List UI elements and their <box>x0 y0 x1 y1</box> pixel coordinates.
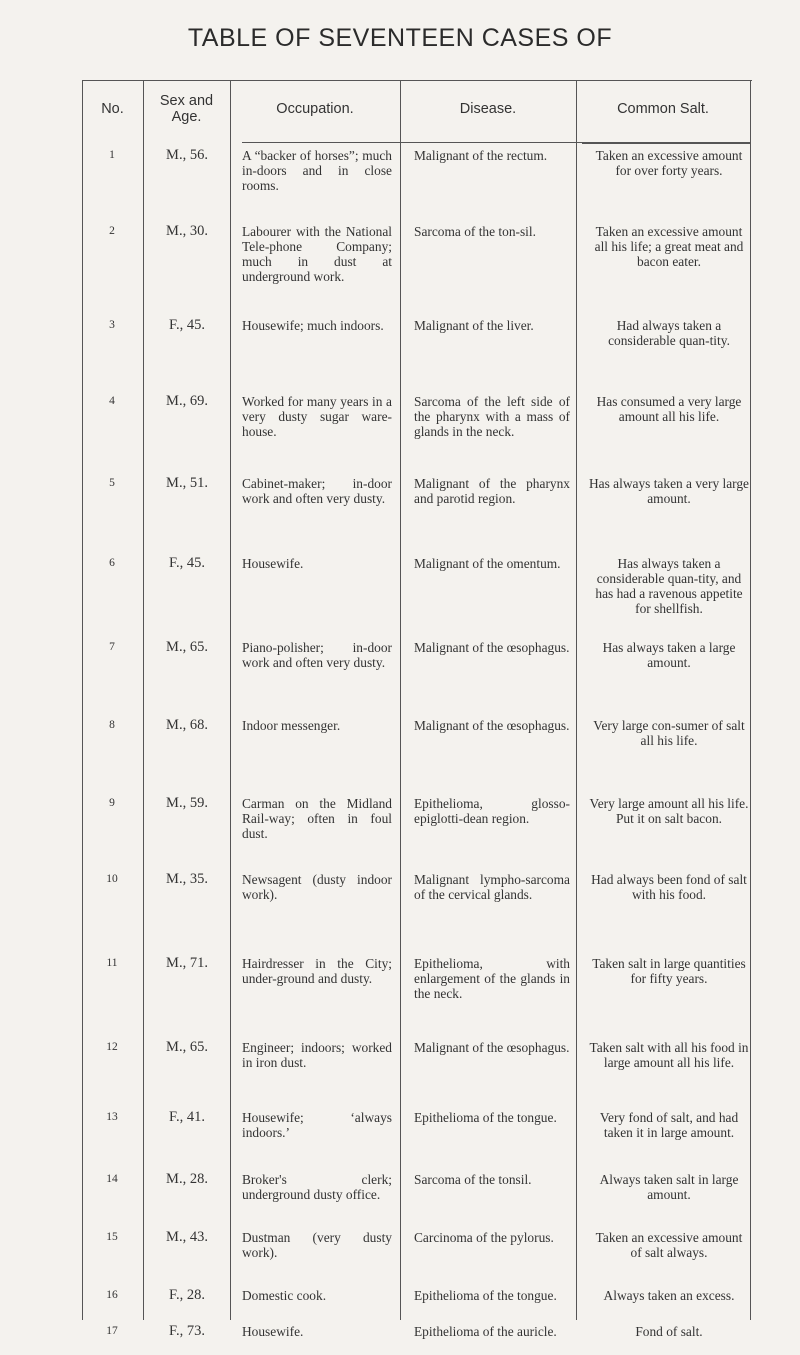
cell-sex-age: M., 35. <box>166 871 208 887</box>
cell-case-number: 7 <box>109 641 115 653</box>
cell-sex-age: M., 68. <box>166 717 208 733</box>
cell-common-salt: Taken salt in large quantities for fifty years. <box>592 956 746 986</box>
cell-occupation: Housewife; ‘always indoors.’ <box>242 1110 392 1140</box>
cell-disease: Malignant of the œsophagus. <box>414 1040 570 1055</box>
header-no: No. <box>101 101 124 117</box>
cell-disease: Sarcoma of the ton-sil. <box>414 224 536 239</box>
cell-occupation: Newsagent (dusty indoor work). <box>242 872 392 902</box>
rule-right <box>750 80 751 1320</box>
cell-disease: Malignant of the omentum. <box>414 556 561 571</box>
header-occupation: Occupation. <box>276 101 354 117</box>
cell-disease: Sarcoma of the left side of the pharynx with a mass of glands in the neck. <box>414 394 570 439</box>
rule-no <box>143 80 144 1320</box>
header-disease: Disease. <box>459 101 517 117</box>
cell-case-number: 4 <box>109 395 115 407</box>
header-sex-age-line1: Sex and <box>159 93 214 109</box>
cell-sex-age: M., 28. <box>166 1171 208 1187</box>
cell-case-number: 10 <box>106 873 118 885</box>
cell-common-salt: Taken an excessive amount of salt always. <box>595 1230 743 1260</box>
cell-common-salt: Has always taken a very large amount. <box>589 476 750 506</box>
cell-sex-age: M., 69. <box>166 393 208 409</box>
cell-sex-age: F., 45. <box>169 317 205 333</box>
rule-sex <box>230 80 231 1320</box>
cell-case-number: 15 <box>106 1231 118 1243</box>
cell-common-salt: Always taken an excess. <box>603 1288 735 1303</box>
header-sex-age-line2: Age. <box>171 109 202 125</box>
cell-occupation: Housewife. <box>242 1324 304 1339</box>
cell-sex-age: M., 43. <box>166 1229 208 1245</box>
cell-case-number: 13 <box>106 1111 118 1123</box>
cell-disease: Epithelioma of the tongue. <box>414 1110 557 1125</box>
cell-common-salt: Very fond of salt, and had taken it in large amount. <box>599 1110 739 1140</box>
cell-occupation: Dustman (very dusty work). <box>242 1230 392 1260</box>
cell-case-number: 11 <box>106 957 118 969</box>
cell-occupation: A “backer of horses”; much in-doors and in close rooms. <box>242 148 392 193</box>
cell-sex-age: M., 59. <box>166 795 208 811</box>
cell-disease: Carcinoma of the pylorus. <box>414 1230 554 1245</box>
cell-case-number: 3 <box>109 319 115 331</box>
cell-case-number: 17 <box>106 1325 118 1337</box>
cell-sex-age: M., 71. <box>166 955 208 971</box>
cell-sex-age: M., 56. <box>166 147 208 163</box>
cell-sex-age: M., 30. <box>166 223 208 239</box>
cell-common-salt: Always taken salt in large amount. <box>599 1172 739 1202</box>
rule-disease <box>576 80 577 1320</box>
cell-common-salt: Taken an excessive amount for over forty years. <box>595 148 743 178</box>
cell-case-number: 16 <box>106 1289 118 1301</box>
page-title: TABLE OF SEVENTEEN CASES OF <box>187 24 613 52</box>
cell-common-salt: Taken salt with all his food in large amount all his life. <box>589 1040 749 1070</box>
cell-case-number: 8 <box>109 719 115 731</box>
cell-common-salt: Very large amount all his life. Put it on salt bacon. <box>589 796 749 826</box>
cell-sex-age: F., 41. <box>169 1109 205 1125</box>
cell-common-salt: Has always taken a large amount. <box>602 640 736 670</box>
cell-disease: Epithelioma, glosso-epiglotti-dean region. <box>414 796 570 826</box>
cell-occupation: Indoor messenger. <box>242 718 341 733</box>
cell-disease: Sarcoma of the tonsil. <box>414 1172 532 1187</box>
rule-left <box>82 80 83 1320</box>
header-common-salt: Common Salt. <box>617 101 709 117</box>
cell-case-number: 9 <box>109 797 115 809</box>
cell-occupation: Broker's clerk; underground dusty office. <box>242 1172 392 1202</box>
header-sex-age <box>143 80 230 138</box>
cell-disease: Malignant of the pharynx and parotid region. <box>414 476 570 506</box>
cell-disease: Malignant lympho-sarcoma of the cervical glands. <box>414 872 570 902</box>
cell-occupation: Housewife; much indoors. <box>242 318 384 333</box>
cell-disease: Malignant of the rectum. <box>414 148 548 163</box>
header-rule-right <box>582 142 750 144</box>
header-rule <box>242 142 582 143</box>
cell-sex-age: M., 65. <box>166 1039 208 1055</box>
cell-occupation: Engineer; indoors; worked in iron dust. <box>242 1040 392 1070</box>
cell-case-number: 1 <box>109 149 115 161</box>
cell-disease: Epithelioma of the tongue. <box>414 1288 557 1303</box>
cell-common-salt: Has consumed a very large amount all his life. <box>596 394 742 424</box>
cell-common-salt: Fond of salt. <box>635 1324 703 1339</box>
cell-disease: Epithelioma of the auricle. <box>414 1324 557 1339</box>
cell-sex-age: F., 45. <box>169 555 205 571</box>
cell-common-salt: Very large con-sumer of salt all his life. <box>593 718 745 748</box>
cell-case-number: 12 <box>106 1041 118 1053</box>
cell-disease: Malignant of the œsophagus. <box>414 718 570 733</box>
cell-disease: Epithelioma, with enlargement of the glands in the neck. <box>414 956 570 1001</box>
cases-table <box>82 80 752 1340</box>
cell-occupation: Labourer with the National Tele-phone Company; much in dust at underground work. <box>242 224 392 284</box>
cell-occupation: Cabinet-maker; in-door work and often very dusty. <box>242 476 392 506</box>
cell-sex-age: F., 28. <box>169 1287 205 1303</box>
cell-common-salt: Has always taken a considerable quan-tity, and has had a ravenous appetite for shellfish. <box>595 556 743 616</box>
cell-common-salt: Taken an excessive amount all his life; a great meat and bacon eater. <box>594 224 744 269</box>
cell-occupation: Domestic cook. <box>242 1288 327 1303</box>
cell-sex-age: M., 65. <box>166 639 208 655</box>
cell-occupation: Carman on the Midland Rail-way; often in foul dust. <box>242 796 392 841</box>
cell-case-number: 5 <box>109 477 115 489</box>
cell-sex-age: F., 73. <box>169 1323 205 1339</box>
cell-occupation: Worked for many years in a very dusty sugar ware-house. <box>242 394 392 439</box>
cell-disease: Malignant of the œsophagus. <box>414 640 570 655</box>
cell-disease: Malignant of the liver. <box>414 318 534 333</box>
cell-occupation: Housewife. <box>242 556 304 571</box>
cell-sex-age: M., 51. <box>166 475 208 491</box>
cell-common-salt: Had always taken a considerable quan-tity. <box>608 318 730 348</box>
cell-case-number: 6 <box>109 557 115 569</box>
rule-occupation <box>400 80 401 1320</box>
cell-occupation: Piano-polisher; in-door work and often very dusty. <box>242 640 392 670</box>
cell-common-salt: Had always been fond of salt with his food. <box>591 872 747 902</box>
cell-occupation: Hairdresser in the City; under-ground and dusty. <box>242 956 392 986</box>
cell-case-number: 2 <box>109 225 115 237</box>
cell-case-number: 14 <box>106 1173 118 1185</box>
